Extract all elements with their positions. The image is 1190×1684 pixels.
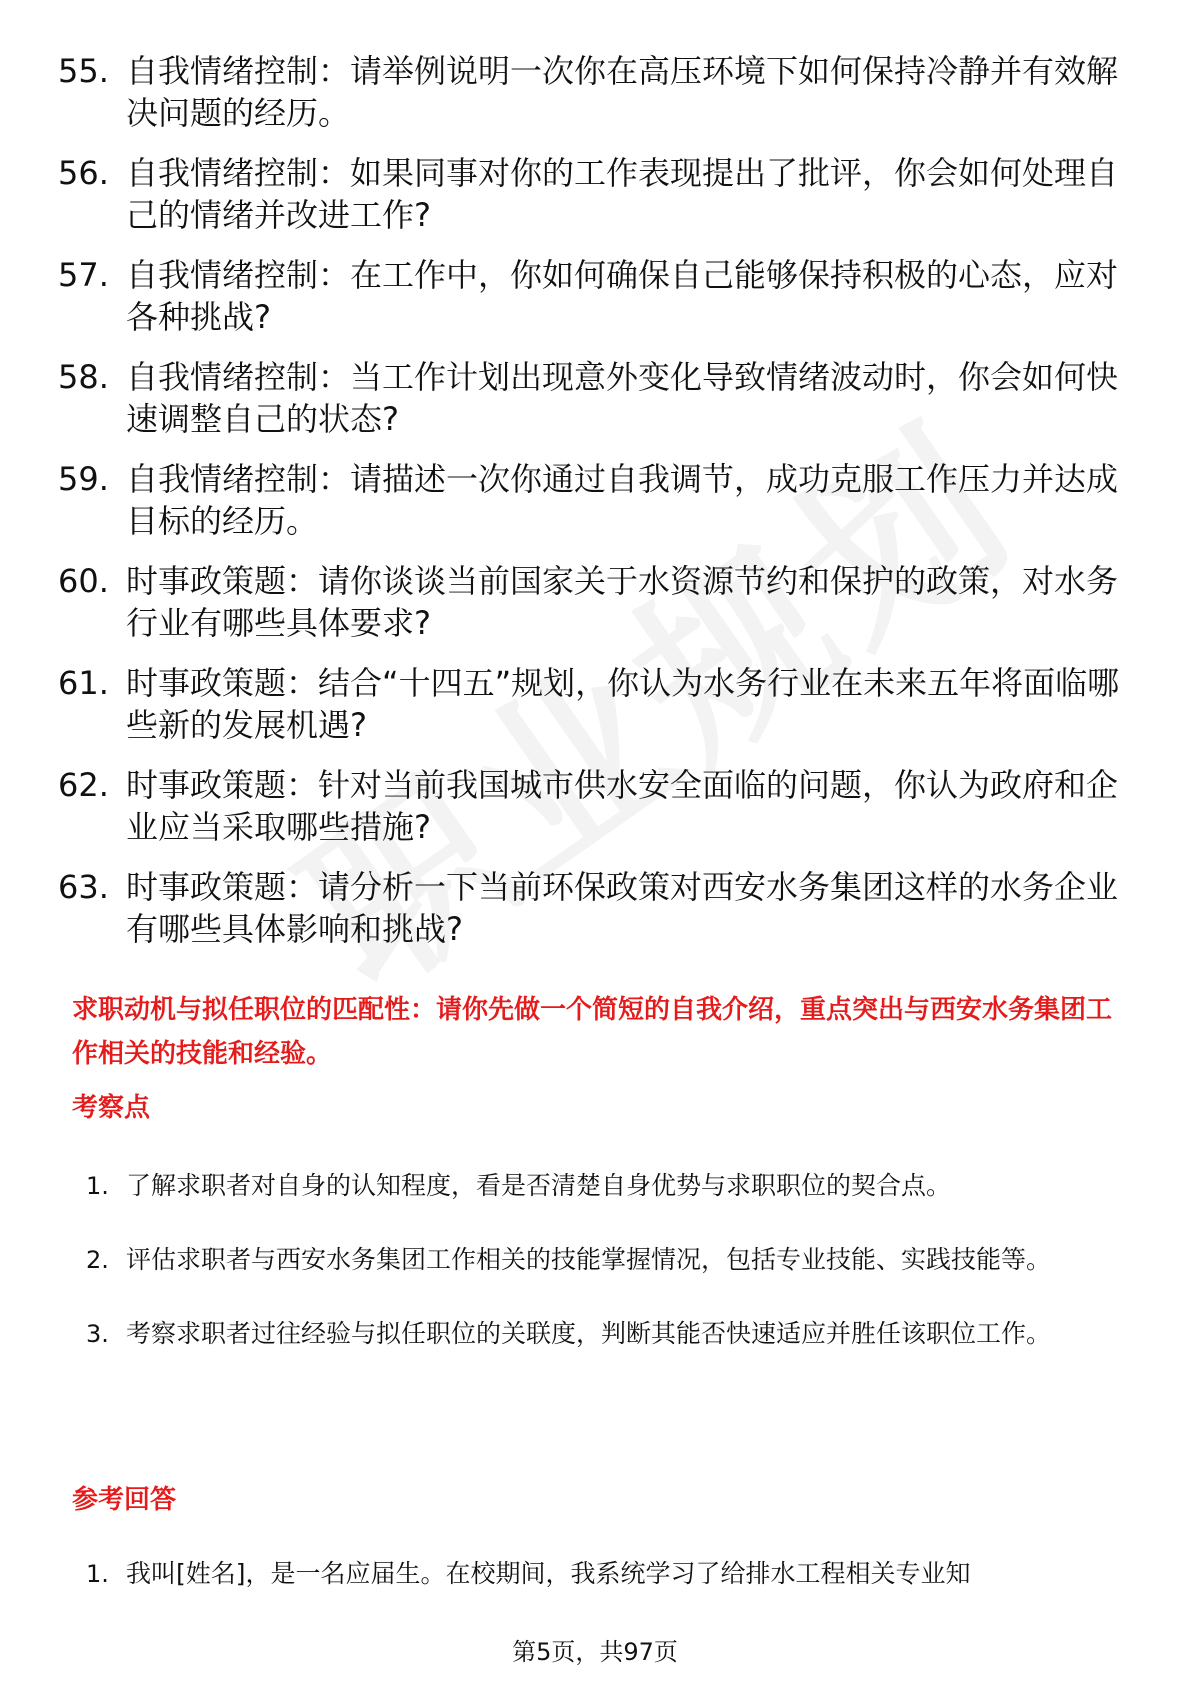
page-footer: 第5页，共97页 [512, 1638, 678, 1666]
question-text: 自我情绪控制：在工作中，你如何确保自己能够保持积极的心态，应对各种挑战? [126, 256, 1119, 336]
list-item-number: 3. [86, 1320, 109, 1348]
question-text: 自我情绪控制：如果同事对你的工作表现提出了批评，你会如何处理自己的情绪并改进工作? [126, 154, 1119, 234]
question-number: 57. [58, 256, 109, 294]
list-item-text: 我叫[姓名]，是一名应届生。在校期间，我系统学习了给排水工程相关专业知 [126, 1559, 971, 1588]
question-number: 58. [58, 358, 109, 396]
question-item [58, 152, 1138, 236]
question-item [58, 662, 1138, 746]
list-item [86, 1232, 1136, 1288]
question-number: 55. [58, 52, 109, 90]
question-number: 61. [58, 664, 109, 702]
cankaohuida-list [86, 1546, 1136, 1620]
list-item [86, 1546, 1136, 1602]
question-text: 自我情绪控制：请描述一次你通过自我调节，成功克服工作压力并达成目标的经历。 [126, 460, 1119, 540]
list-item-number: 2. [86, 1246, 109, 1274]
question-text: 时事政策题：结合“十四五”规划，你认为水务行业在未来五年将面临哪些新的发展机遇? [126, 664, 1120, 744]
question-number: 59. [58, 460, 109, 498]
question-item [58, 254, 1138, 338]
question-heading: 求职动机与拟任职位的匹配性：请你先做一个简短的自我介绍，重点突出与西安水务集团工作相关的技能和经验。 [72, 995, 1113, 1069]
question-item [58, 458, 1138, 542]
list-item-number: 1. [86, 1172, 109, 1200]
question-text: 自我情绪控制：请举例说明一次你在高压环境下如何保持冷静并有效解决问题的经历。 [126, 52, 1119, 132]
list-item [86, 1306, 1136, 1362]
question-number: 62. [58, 766, 109, 804]
question-text: 自我情绪控制：当工作计划出现意外变化导致情绪波动时，你会如何快速调整自己的状态? [126, 358, 1119, 438]
section-label-kaochadian: 考察点 [72, 1093, 151, 1123]
list-item [86, 1158, 1136, 1214]
question-item [58, 560, 1138, 644]
question-number: 60. [58, 562, 109, 600]
question-item [58, 356, 1138, 440]
question-item [58, 50, 1138, 134]
list-item-text: 了解求职者对自身的认知程度，看是否清楚自身优势与求职职位的契合点。 [126, 1171, 952, 1200]
question-list [58, 50, 1138, 968]
list-item-number: 1. [86, 1560, 109, 1588]
question-item [58, 764, 1138, 848]
list-item-text: 考察求职者过往经验与拟任职位的关联度，判断其能否快速适应并胜任该职位工作。 [126, 1319, 1052, 1348]
question-text: 时事政策题：请你谈谈当前国家关于水资源节约和保护的政策，对水务行业有哪些具体要求? [126, 562, 1119, 642]
question-item [58, 866, 1138, 950]
list-item-text: 评估求职者与西安水务集团工作相关的技能掌握情况，包括专业技能、实践技能等。 [126, 1245, 1052, 1274]
kaochadian-list [86, 1158, 1136, 1380]
question-text: 时事政策题：针对当前我国城市供水安全面临的问题，你认为政府和企业应当采取哪些措施? [126, 766, 1119, 846]
section-label-cankaohuida: 参考回答 [72, 1485, 177, 1515]
question-number: 56. [58, 154, 109, 192]
question-text: 时事政策题：请分析一下当前环保政策对西安水务集团这样的水务企业有哪些具体影响和挑战? [126, 868, 1119, 948]
question-number: 63. [58, 868, 109, 906]
